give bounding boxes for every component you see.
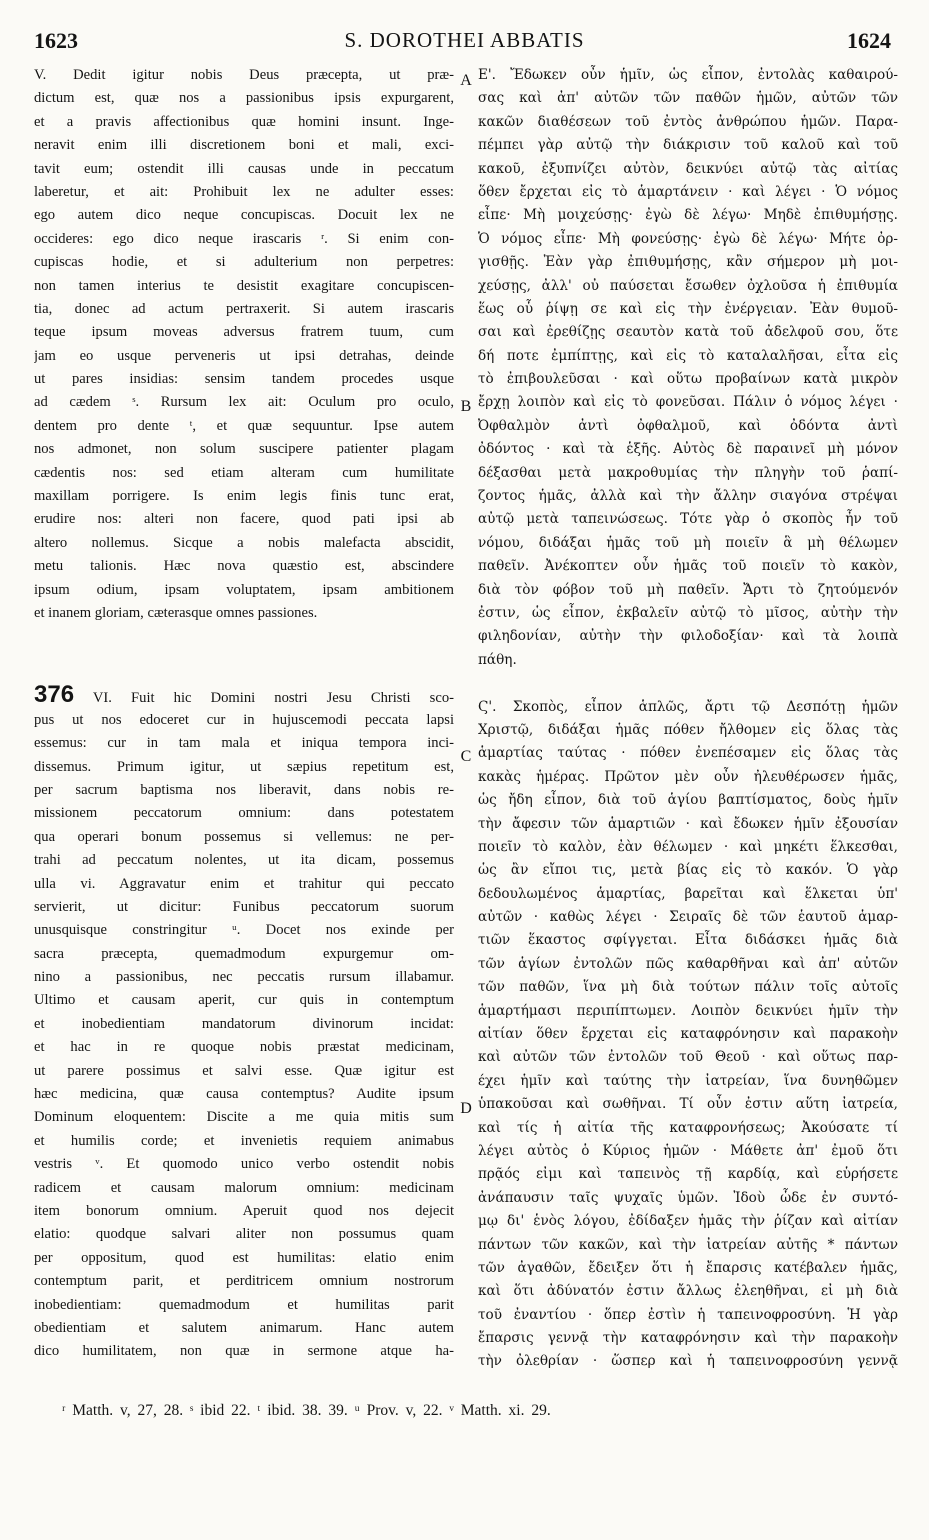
latin-line: non tamen interius te desistit exagitare concupiscen- (34, 277, 454, 294)
latin-line: obedientiam et salutem animarum. Hanc autem (34, 1319, 454, 1336)
greek-line: χεύσῃς, ἀλλ' οὐ παύσεται ἔσωθεν ὀχλοῦσα ἡ ἐπιθυμία (478, 277, 898, 294)
page-number-right: 1624 (847, 28, 891, 53)
greek-line: δή ποτε ἐμπίπτῃς, καὶ εἰς τὸ καταλαλῆσαι, εἶτα εἰς (478, 347, 898, 364)
paragraph-gap (478, 672, 898, 695)
paragraph-gap (34, 625, 454, 648)
latin-paragraph-5 (34, 64, 454, 625)
latin-line: erudire nos: alteri non facere, quod pati ipsi ab (34, 511, 454, 528)
latin-line: ut parere possimus et salvi esse. Quæ igitur est (34, 1062, 454, 1079)
greek-line: ὅθεν ἔρχεται εἰς τὸ ἁμαρτάνειν · καὶ λέγει · Ὁ νόμος (478, 183, 898, 200)
greek-line: ὡς ἤδη εἶπον, διὰ τοῦ ἁγίου βαπτίσματος, δοὺς ἡμῖν (478, 792, 898, 809)
greek-line: Ε'. Ἔδωκεν οὖν ἡμῖν, ὡς εἶπον, ἐντολὰς καθαιρού- (478, 67, 898, 83)
latin-line: teque ipsum moveas adversus fratrem tuum, cum (34, 324, 454, 341)
greek-line: εἶπε· Μὴ μοιχεύσῃς· ἐγὼ δὲ λέγω· Μηδὲ ἐπιθυμήσῃς. (478, 207, 898, 224)
greek-line: ἕως οὗ ῥίψῃ σε καὶ εἰς τὴν ἐνέργειαν. Ἐὰν θυμοῦ- (478, 300, 898, 317)
latin-line: Dominum eloquentem: Discite a me quia mitis sum (34, 1109, 454, 1126)
section-number: 376 (34, 680, 75, 708)
latin-line: nos admonet, non solum suscipere patienter plagam (34, 441, 454, 458)
latin-line: occideres: ego dico neque irascaris ʳ. Si enim con- (34, 230, 454, 247)
latin-line: item bonorum omnium. Aperuit quod nos dejecit (34, 1202, 454, 1219)
greek-line: παθεῖν. Ἀνέκοπτεν οὖν ἡμᾶς τοῦ ποιεῖν τὸ κακὸν, (478, 558, 898, 575)
greek-line: κακὰς ἡμέρας. Πρῶτον μὲν οὖν ἠλευθέρωσεν ἡμᾶς, (478, 768, 898, 785)
running-title: S. DOROTHEI ABBATIS (344, 28, 585, 52)
latin-line: et a pravis affectionibus quæ homini insunt. Inge- (34, 113, 454, 130)
latin-line: V. Dedit igitur nobis Deus præcepta, ut præ- (34, 67, 454, 83)
latin-line: dictum est, quæ nos a passionibus ipsis expurgarent, (34, 90, 454, 107)
greek-line: καὶ τίς ἡ αἰτία τῆς καταφρονήσεως; Ἀκούσατε τί (478, 1119, 898, 1136)
latin-column (34, 64, 454, 1364)
latin-line: hæc medicina, quæ causa contemptus? Audite ipsum (34, 1086, 454, 1103)
latin-line: elatio: quodque salvari aliter non possumus quam (34, 1226, 454, 1243)
latin-line: missionem peccatorum omnium: dans potestatem (34, 805, 454, 822)
latin-line: ulla vi. Aggravatur enim et trahitur qui peccato (34, 875, 454, 892)
greek-line: ἀνάπαυσιν ταῖς ψυχαῖς ὑμῶν. Ἰδοὺ ὧδε ἐν συντό- (478, 1189, 898, 1206)
latin-line: nino a passionibus, nec peccatis rursum illabamur. (34, 969, 454, 986)
greek-line: αὐτῷ μετὰ ταπεινώσεως. Τότε γὰρ ὁ σκοπὸς ἦν τοῦ (478, 511, 898, 528)
greek-paragraph-6 (478, 696, 898, 1374)
latin-line: tia, donec ad actum pertraxerit. Si autem irascaris (34, 300, 454, 317)
greek-column (478, 64, 898, 1374)
latin-line: ipsum odium, ipsam voluptatem, ipsam ambitionem (34, 581, 454, 598)
greek-line: τὸ ἐπιβουλεῦσαι · καὶ οὕτω προβαίνων κατὰ μικρὸν (478, 371, 898, 388)
page-header (0, 28, 929, 58)
latin-line: Ultimo et causam aperit, cur quis in contemptum (34, 992, 454, 1009)
latin-line: metu talionis. Hæc nova quæstio est, abscindere (34, 558, 454, 575)
greek-line: πάντων τῶν κακῶν, καὶ τὴν ἰατρείαν αὐτῆς * πάντων (478, 1236, 898, 1253)
latin-paragraph-6-first-line (34, 681, 454, 709)
latin-line: VI. Fuit hic Domini nostri Jesu Christi sco- (92, 689, 454, 706)
greek-line: γισθῇς. Ἐὰν γὰρ ἐπιθυμήσῃς, κἂν σήμερον μὴ μοι- (478, 254, 898, 271)
greek-line: τοῦ ἐναντίου · ὅπερ ἐστὶν ἡ ταπεινοφροσύνη. Ἡ γὰρ (478, 1306, 898, 1323)
greek-paragraph-5 (478, 64, 898, 672)
latin-line: pus ut nos edoceret cur in hujuscemodi peccata lapsi (34, 711, 454, 728)
latin-line: et hac in re quoque nobis præstat medicinam, (34, 1039, 454, 1056)
greek-line: τὴν ἄφεσιν τῶν ἁμαρτιῶν · καὶ ἔδωκεν ἡμῖν ἐξουσίαν (478, 815, 898, 832)
greek-line: αὐτῶν · καθὼς λέγει · Σειραῖς δὲ τῶν ἑαυτοῦ ἁμαρ- (478, 909, 898, 926)
greek-line: μῳ δι' ἑνὸς λόγου, ἐδίδαξεν ἡμᾶς τὴν ῥίζαν καὶ αἰτίαν (478, 1213, 898, 1230)
margin-marker-b: B (460, 398, 472, 415)
latin-line: sacra præcepta, quemadmodum expurgemur om- (34, 945, 454, 962)
latin-line: inobedientiam: quemadmodum et humilitas parit (34, 1296, 454, 1313)
footnotes: ʳ Matth. v, 27, 28. ˢ ibid 22. ᵗ ibid. 38. 39. ᵘ Prov. v, 22. ᵛ Matth. xi. 29. (62, 1402, 551, 1419)
latin-line: dentem pro dente ᵗ, et quæ sequuntur. Ipse autem (34, 417, 454, 434)
latin-line: qua operari bonum possemus si vellemus: ne per- (34, 828, 454, 845)
latin-line: servierit, ut dicitur: Funibus peccatorum suorum (34, 898, 454, 915)
latin-line: altero nollemus. Sicque a nobis malefacta abscidit, (34, 534, 454, 551)
greek-line: Χριστῷ, διδάξαι ἡμᾶς πόθεν ἤλθομεν εἰς ὅλας τὰς (478, 721, 898, 738)
greek-line: ἐστιν, ὡς εἶπον, ἐκβαλεῖν αὐτῷ τὸ μῖσος, αὐτὴν τὴν (478, 604, 898, 621)
latin-line: essemus: cur in tam mala et iniqua tempora inci- (34, 735, 454, 752)
latin-line: tavit eum; ostendit illi causas unde in peccatum (34, 160, 454, 177)
greek-line: κακοῦ, ἐξυπνίζει αὐτὸν, δεικνύει αὐτῷ τὰς αἰτίας (478, 160, 898, 177)
latin-line: maxillam porrigere. Is enim legis finis tunc erat, (34, 488, 454, 505)
latin-line: et inobedientiam mandatorum divinorum incidat: (34, 1015, 454, 1032)
latin-line: jam eo usque perveneris ut ipsi detrahas, deinde (34, 347, 454, 364)
greek-line: Ὁ νόμος εἶπε· Μὴ φονεύσῃς· ἐγὼ δὲ λέγω· Μήτε ὀρ- (478, 230, 898, 247)
latin-line: laberetur, et ait: Prohibuit lex ne adulter esses: (34, 183, 454, 200)
greek-line: κακῶν διαθέσεων τοῦ ἐντὸς ἀνθρώπου ἡμῶν. Παρα- (478, 113, 898, 130)
latin-line: neravit enim illi discretionem boni et mali, exci- (34, 137, 454, 154)
greek-line: ἔπαρσις γεννᾷ τὴν καταφρόνησιν καὶ τὴν παρακοὴν (478, 1330, 898, 1347)
greek-line: τῶν παθῶν, ἵνα μὴ διὰ τούτων πάλιν τοῖς αὐτοῖς (478, 979, 898, 996)
latin-line: radicem et causam malorum omnium: medicinam (34, 1179, 454, 1196)
latin-line: cædentis nos: sed etiam alteram cum humilitate (34, 464, 454, 481)
page-number-left: 1623 (34, 28, 78, 53)
greek-line: ὀδόντος · καὶ τὰ ἑξῆς. Αὐτὸς δὲ παραινεῖ μὴ μόνον (478, 441, 898, 458)
margin-marker-c: C (460, 748, 472, 765)
latin-line: contemptum parit, et perditricem omnium nostrorum (34, 1273, 454, 1290)
greek-line: ὡς ἂν εἴποι τις, μετὰ βίας εἰς τὸ κακόν. Ὁ γὰρ (478, 862, 898, 879)
latin-line: per sacrum baptisma nos liberavit, dans nobis re- (34, 781, 454, 798)
greek-line: πάθη. (478, 651, 517, 668)
greek-line: τῶν ἁγίων ἐντολῶν πῶς καθαρθῆναι καὶ ἀπ' αὐτῶν (478, 955, 898, 972)
latin-line: ad cædem ˢ. Rursum lex ait: Oculum pro oculo, (34, 394, 454, 411)
greek-line: ὑπακοῦσαι καὶ σωθῆναι. Τί οὖν ἐστιν αὕτη ἰατρεία, (478, 1096, 898, 1113)
greek-line: φιληδονίαν, αὐτὴν τὴν φιλοδοξίαν· καὶ τὰ λοιπὰ (478, 628, 898, 645)
greek-line: τιῶν ἕκαστος σφίγγεται. Εἶτα διδάσκει ἡμᾶς διὰ (478, 932, 898, 949)
latin-line: per oppositum, quod est humilitas: elatio enim (34, 1249, 454, 1266)
greek-line: διὰ τὸν φόβον τοῦ μὴ παθεῖν. Ἄρτι τὸ ζητούμενόν (478, 581, 898, 598)
greek-line: ἁμαρτίας ταύτας · πόθεν ἐνεπέσαμεν εἰς ὅλας τὰς (478, 745, 898, 762)
margin-marker-d: D (460, 1100, 472, 1117)
latin-line: et humilis corde; et invenietis requiem animabus (34, 1132, 454, 1149)
greek-line: ποιεῖν τὸ καλὸν, ἐὰν θέλωμεν · καὶ μηκέτι ἕλκεσθαι, (478, 838, 898, 855)
latin-line: dissemus. Primum igitur, ut sæpius repetitum est, (34, 758, 454, 775)
greek-line: Ϛ'. Σκοπὸς, εἶπον ἁπλῶς, ἄρτι τῷ Δεσπότῃ ἡμῶν (478, 698, 898, 715)
greek-line: σαι καὶ ἐρεθίζῃς σεαυτὸν κατὰ τοῦ ἀδελφοῦ σου, ὅτε (478, 324, 898, 341)
greek-line: Ὀφθαλμὸν ἀντὶ ὀφθαλμοῦ, καὶ ὀδόντα ἀντὶ (478, 417, 898, 434)
greek-line: έχει ἡμῖν καὶ ταύτης τὴν ἰατρείαν, ἵνα δυνηθῶμεν (478, 1072, 898, 1089)
greek-line: ζοντος ἡμᾶς, ἀλλὰ καὶ τὴν ἄλλην σιαγόνα στρέψαι (478, 488, 898, 505)
latin-line: cupiscas hodie, et si adulterium non perpetres: (34, 254, 454, 271)
latin-paragraph-6 (34, 709, 454, 1364)
greek-line: αἰτίαν ὅθεν ἔρχεται εἰς καταφρόνησιν καὶ παρακοὴν (478, 1026, 898, 1043)
greek-line: λέγει αὐτὸς ὁ Κύριος ἡμῶν · Μάθετε ἀπ' ἐμοῦ ὅτι (478, 1142, 898, 1159)
greek-line: νόμου, διδάξαι ἡμᾶς τοῦ μὴ ποιεῖν ἃ μὴ θέλωμεν (478, 534, 898, 551)
latin-line: unusquisque constringitur ᵘ. Docet nos exinde per (34, 922, 454, 939)
greek-line: πρᾷός εἰμι καὶ ταπεινὸς τῇ καρδίᾳ, καὶ εὑρήσετε (478, 1166, 898, 1183)
latin-line: ut pares insidias: sensim tandem procedes usque (34, 371, 454, 388)
greek-line: καὶ αὐτῶν τῶν ἐντολῶν τοῦ Θεοῦ · καὶ οὕτως παρ- (478, 1049, 898, 1066)
greek-line: σας καὶ ἀπ' αὐτῶν τῶν παθῶν ἡμῶν, αὐτῶν τῶν (478, 90, 898, 107)
greek-line: ἁμαρτήμασι περιπίπτωμεν. Λοιπὸν δεικνύει ἡμῖν τὴν (478, 1002, 898, 1019)
greek-line: ἔρχῃ λοιπὸν καὶ εἰς τὸ φονεῦσαι. Πάλιν ὁ νόμος λέγει · (478, 394, 898, 411)
greek-line: καὶ ὅτι ἀδύνατόν ἐστιν ἄλλως ἐλεηθῆναι, εἰ μὴ διὰ (478, 1283, 898, 1300)
greek-line: τῶν ἀγαθῶν, ἔδειξεν ὅτι ἡ ἔπαρσις κατέβαλεν ἡμᾶς, (478, 1259, 898, 1276)
greek-line: πέμπει γὰρ αὐτῷ τὴν διάκρισιν τοῦ καλοῦ καὶ τοῦ (478, 137, 898, 154)
latin-line: ego autem dico neque concupiscas. Docuit lex ne (34, 207, 454, 224)
paragraph-gap (34, 649, 454, 681)
margin-marker-a: A (460, 72, 472, 89)
latin-line: dico humilitatem, non quæ in sermone atque ha- (34, 1343, 454, 1360)
latin-line: vestris ᵛ. Et quomodo unico verbo ostendit nobis (34, 1156, 454, 1173)
greek-line: τὴν ὀλεθρίαν · ὥσπερ καὶ ἡ ταπεινοφροσύνη γεννᾷ (478, 1353, 898, 1370)
latin-line: et inanem gloriam, cæterasque omnes passiones. (34, 604, 318, 621)
latin-line: trahi ad peccatum nolentes, ut ita dicam, possemus (34, 852, 454, 869)
greek-line: δεδουλωμένος ἁμαρτίας, βαρεῖται καὶ ἕλκεται ὑπ' (478, 885, 898, 902)
greek-line: δέξασθαι μετὰ μακροθυμίας τὴν πληγὴν τοῦ ῥαπί- (478, 464, 898, 481)
